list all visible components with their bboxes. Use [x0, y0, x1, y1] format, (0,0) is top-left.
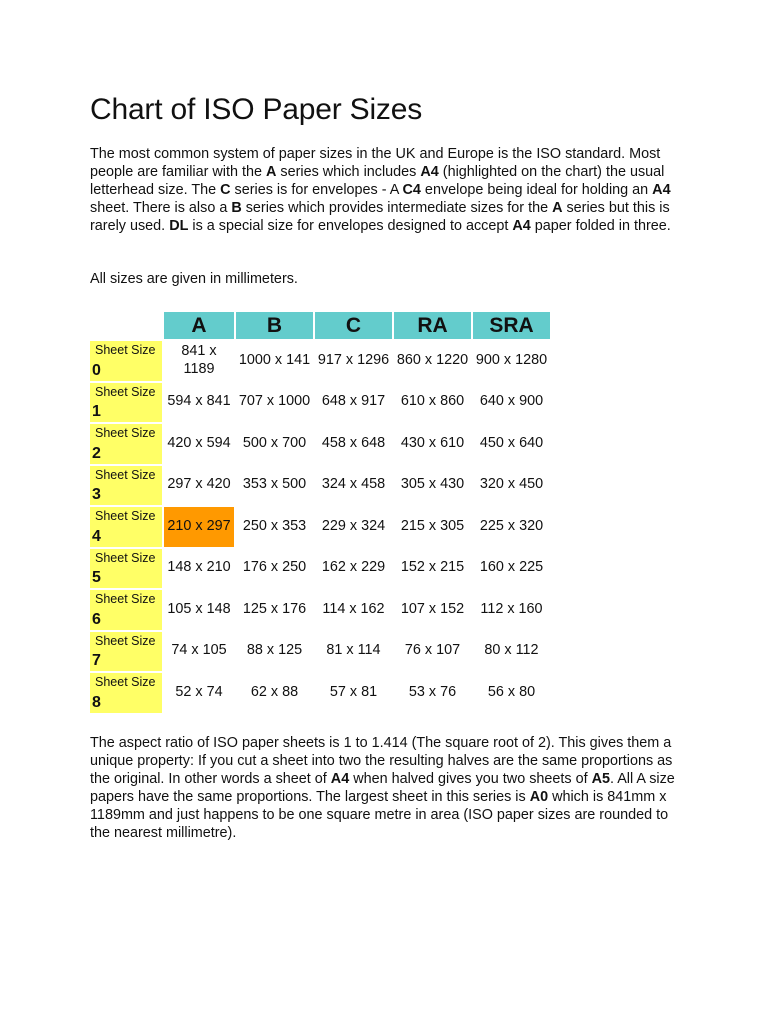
column-header-a: A	[164, 312, 234, 339]
intro-paragraph: The most common system of paper sizes in the UK and Europe is the ISO standard. Most people are familiar with the A series which includes A4 (highlighted on the chart) the usual letterhead size. The C series is for envelopes - A C4 envelope being ideal for holding an A4 sheet. There is also a B series which provides intermediate sizes for the A series but this is rarely used. DL is a special size for envelopes designed to accept A4 paper folded in three.	[90, 146, 671, 234]
outro-paragraph: The aspect ratio of ISO paper sheets is 1 to 1.414 (The square root of 2). This gives them a unique property: If you cut a sheet into two the resulting halves are the same proportions as the original. In other words a sheet of A4 when halved gives you two sheets of A5. All A size papers have the same proportions. The largest sheet in this series is A0 which is 841mm x 1189mm and just happens to be one square metre in area (ISO paper sizes are rounded to the nearest millimetre).	[90, 735, 675, 841]
size-cell: 53 x 76	[408, 683, 457, 700]
size-cell: 500 x 700	[242, 434, 307, 451]
table-row	[90, 673, 550, 713]
table-row	[90, 466, 550, 506]
size-cell: 353 x 500	[242, 476, 307, 493]
sheet-size-label: Sheet Size	[95, 592, 156, 606]
size-cell: 430 x 610	[400, 434, 465, 451]
size-cell: 229 x 324	[321, 517, 386, 534]
size-cell: 148 x 210	[167, 559, 231, 576]
sheet-size-number: 1	[92, 403, 101, 420]
size-cell: 250 x 353	[242, 517, 307, 534]
size-cell: 125 x 176	[242, 600, 307, 617]
sheet-size-number: 0	[92, 361, 101, 379]
column-header-c: C	[315, 312, 392, 339]
table-row	[90, 424, 550, 464]
paper-sizes-table	[88, 310, 552, 715]
size-cell: 458 x 648	[321, 434, 386, 451]
row-label	[90, 341, 162, 381]
sheet-size-label: Sheet Size	[95, 550, 156, 565]
size-cell: 56 x 80	[487, 683, 536, 700]
table-header-row	[90, 312, 550, 339]
header-corner	[90, 312, 162, 339]
bold-term: A5	[591, 770, 610, 787]
column-header-sra: SRA	[473, 312, 550, 339]
bold-term: A0	[529, 788, 549, 805]
column-header-ra: RA	[394, 312, 471, 339]
size-cell: 107 x 152	[400, 600, 465, 617]
size-cell: 105 x 148	[167, 600, 231, 617]
bold-term: A	[552, 199, 563, 216]
size-cell: 917 x 1296	[317, 351, 390, 368]
size-cell: 74 x 105	[171, 642, 227, 659]
size-cell: 57 x 81	[329, 683, 378, 700]
size-cell: 62 x 88	[250, 683, 299, 700]
sheet-size-label: Sheet Size	[95, 343, 156, 357]
sheet-size-number: 8	[92, 693, 101, 711]
row-label	[90, 632, 162, 672]
size-cell: 320 x 450	[479, 476, 544, 493]
row-label	[90, 507, 162, 547]
sheet-size-label: Sheet Size	[95, 426, 156, 440]
size-cell: 76 x 107	[404, 642, 461, 659]
bold-term: A	[265, 163, 277, 180]
sheet-size-label: Sheet Size	[95, 675, 156, 689]
bold-term: DL	[169, 217, 189, 234]
size-cell: 162 x 229	[321, 559, 386, 576]
size-cell: 225 x 320	[479, 517, 544, 534]
bold-term: B	[231, 199, 242, 216]
size-cell: 88 x 125	[246, 642, 303, 659]
column-header-b: B	[236, 312, 313, 339]
row-label	[90, 673, 162, 713]
sheet-size-label: Sheet Size	[95, 509, 156, 523]
bold-term: A4	[512, 217, 531, 234]
highlighted-size-cell: 210 x 297	[164, 507, 234, 547]
size-cell: 297 x 420	[167, 476, 231, 493]
sheet-size-number: 4	[92, 527, 101, 545]
sheet-size-label: Sheet Size	[95, 633, 156, 648]
row-label	[90, 549, 162, 589]
sheet-size-number: 5	[92, 569, 101, 586]
units-note: All sizes are given in millimeters.	[90, 271, 298, 287]
size-cell: 160 x 225	[479, 559, 544, 576]
size-cell: 648 x 917	[321, 393, 386, 410]
size-cell: 860 x 1220	[396, 351, 469, 368]
row-label	[90, 424, 162, 464]
size-cell: 450 x 640	[479, 434, 544, 451]
size-cell: 324 x 458	[321, 476, 386, 493]
size-cell: 594 x 841	[167, 393, 231, 410]
sheet-size-number: 2	[92, 444, 101, 462]
row-label	[90, 383, 162, 423]
size-cell: 215 x 305	[400, 517, 465, 534]
table-row	[90, 590, 550, 630]
table-row	[90, 507, 550, 547]
bold-term: A4	[330, 770, 350, 787]
size-cell: 610 x 860	[400, 393, 465, 410]
size-cell: 640 x 900	[479, 393, 544, 410]
size-cell: 1000 x 141	[238, 351, 311, 368]
sheet-size-label: Sheet Size	[95, 467, 156, 482]
size-cell: 420 x 594	[167, 434, 231, 451]
sheet-size-label: Sheet Size	[95, 384, 156, 399]
sheet-size-number: 6	[92, 610, 101, 628]
row-label	[90, 590, 162, 630]
table-row	[90, 549, 550, 589]
table-row	[90, 632, 550, 672]
size-cell: 80 x 112	[484, 642, 539, 659]
size-cell: 841 x 1189	[181, 342, 217, 377]
size-cell: 305 x 430	[400, 476, 465, 493]
bold-term: A4	[420, 163, 439, 180]
size-cell: 114 x 162	[322, 600, 385, 617]
table-row	[90, 341, 550, 381]
bold-term: C	[220, 181, 231, 198]
bold-term: A4	[652, 181, 671, 198]
sheet-size-number: 7	[92, 652, 101, 669]
size-cell: 900 x 1280	[475, 351, 548, 368]
size-cell: 81 x 114	[326, 642, 381, 659]
size-cell: 152 x 215	[400, 559, 465, 576]
size-cell: 176 x 250	[242, 559, 307, 576]
size-cell: 112 x 160	[480, 600, 543, 617]
page-title: Chart of ISO Paper Sizes	[90, 93, 423, 126]
sheet-size-number: 3	[92, 486, 101, 503]
bold-term: C4	[402, 181, 421, 198]
size-cell: 707 x 1000	[238, 393, 311, 410]
table-body	[90, 341, 550, 713]
size-cell: 52 x 74	[175, 683, 223, 700]
row-label	[90, 466, 162, 506]
table-row	[90, 383, 550, 423]
